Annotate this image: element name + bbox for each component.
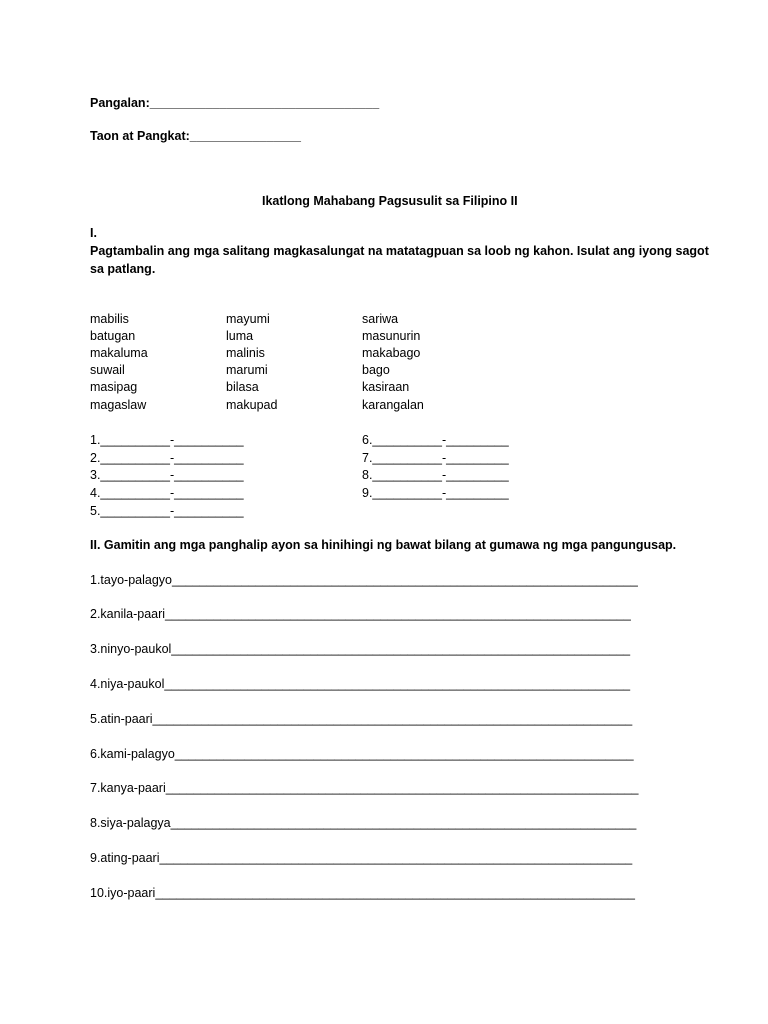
word-list-item: mabilis <box>90 312 129 326</box>
word-list-item: magaslaw <box>90 398 147 412</box>
page-title: Ikatlong Mahabang Pagsusulit sa Filipino II <box>262 194 518 208</box>
sentence-item[interactable]: 1.tayo-palagyo___________________________________________________________________ <box>90 573 638 587</box>
word-list-item: mayumi <box>226 312 270 326</box>
answer-blank[interactable]: 1.__________-__________ <box>90 433 244 447</box>
grade-section-line: Taon at Pangkat:________________ <box>90 129 302 143</box>
answer-blank[interactable]: 7.__________-_________ <box>362 451 509 465</box>
answer-blank[interactable]: 3.__________-__________ <box>90 468 244 482</box>
word-list-item: makupad <box>226 398 278 412</box>
word-list-item: bilasa <box>226 380 259 394</box>
word-list-item: makabago <box>362 346 421 360</box>
answer-blank[interactable]: 5.__________-__________ <box>90 504 244 518</box>
word-list-item: sariwa <box>362 312 399 326</box>
answer-blank[interactable]: 9.__________-_________ <box>362 486 509 500</box>
sentence-item[interactable]: 3.ninyo-paukol__________________________________________________________________ <box>90 642 631 656</box>
word-list-item: karangalan <box>362 398 424 412</box>
sentence-item[interactable]: 6.kami-palagyo__________________________________________________________________ <box>90 747 634 761</box>
name-line: Pangalan:_________________________________ <box>90 96 380 110</box>
answer-blank[interactable]: 2.__________-__________ <box>90 451 244 465</box>
word-list-item: luma <box>226 329 254 343</box>
word-list-item: makaluma <box>90 346 148 360</box>
word-list-item: suwail <box>90 363 125 377</box>
answer-blank[interactable]: 4.__________-__________ <box>90 486 244 500</box>
sentence-item[interactable]: 10.iyo-paari_____________________________________________________________________ <box>90 886 635 900</box>
sentence-item[interactable]: 9.ating-paari____________________________________________________________________ <box>90 851 633 865</box>
sentence-item[interactable]: 5.atin-paari_____________________________________________________________________ <box>90 712 633 726</box>
word-list-item: masipag <box>90 380 138 394</box>
answer-blank[interactable]: 6.__________-_________ <box>362 433 509 447</box>
word-list-item: masunurin <box>362 329 421 343</box>
part1-numeral: I. <box>90 226 97 240</box>
sentence-item[interactable]: 4.niya-paukol___________________________________________________________________ <box>90 677 631 691</box>
word-list-item: marumi <box>226 363 268 377</box>
word-list-item: malinis <box>226 346 265 360</box>
word-list-item: kasiraan <box>362 380 410 394</box>
part1-instruction-line2: sa patlang. <box>90 262 156 276</box>
word-list-item: batugan <box>90 329 136 343</box>
sentence-item[interactable]: 8.siya-palagya___________________________________________________________________ <box>90 816 637 830</box>
answer-blank[interactable]: 8.__________-_________ <box>362 468 509 482</box>
sentence-item[interactable]: 7.kanya-paari____________________________________________________________________ <box>90 781 639 795</box>
part2-instruction: II. Gamitin ang mga panghalip ayon sa hinihingi ng bawat bilang at gumawa ng mga pangungusap. <box>90 538 677 552</box>
part1-instruction-line1: Pagtambalin ang mga salitang magkasalungat na matatagpuan sa loob ng kahon. Isulat ang iyong sagot <box>90 244 709 258</box>
sentence-item[interactable]: 2.kanila-paari___________________________________________________________________ <box>90 607 631 621</box>
word-list-item: bago <box>362 363 390 377</box>
